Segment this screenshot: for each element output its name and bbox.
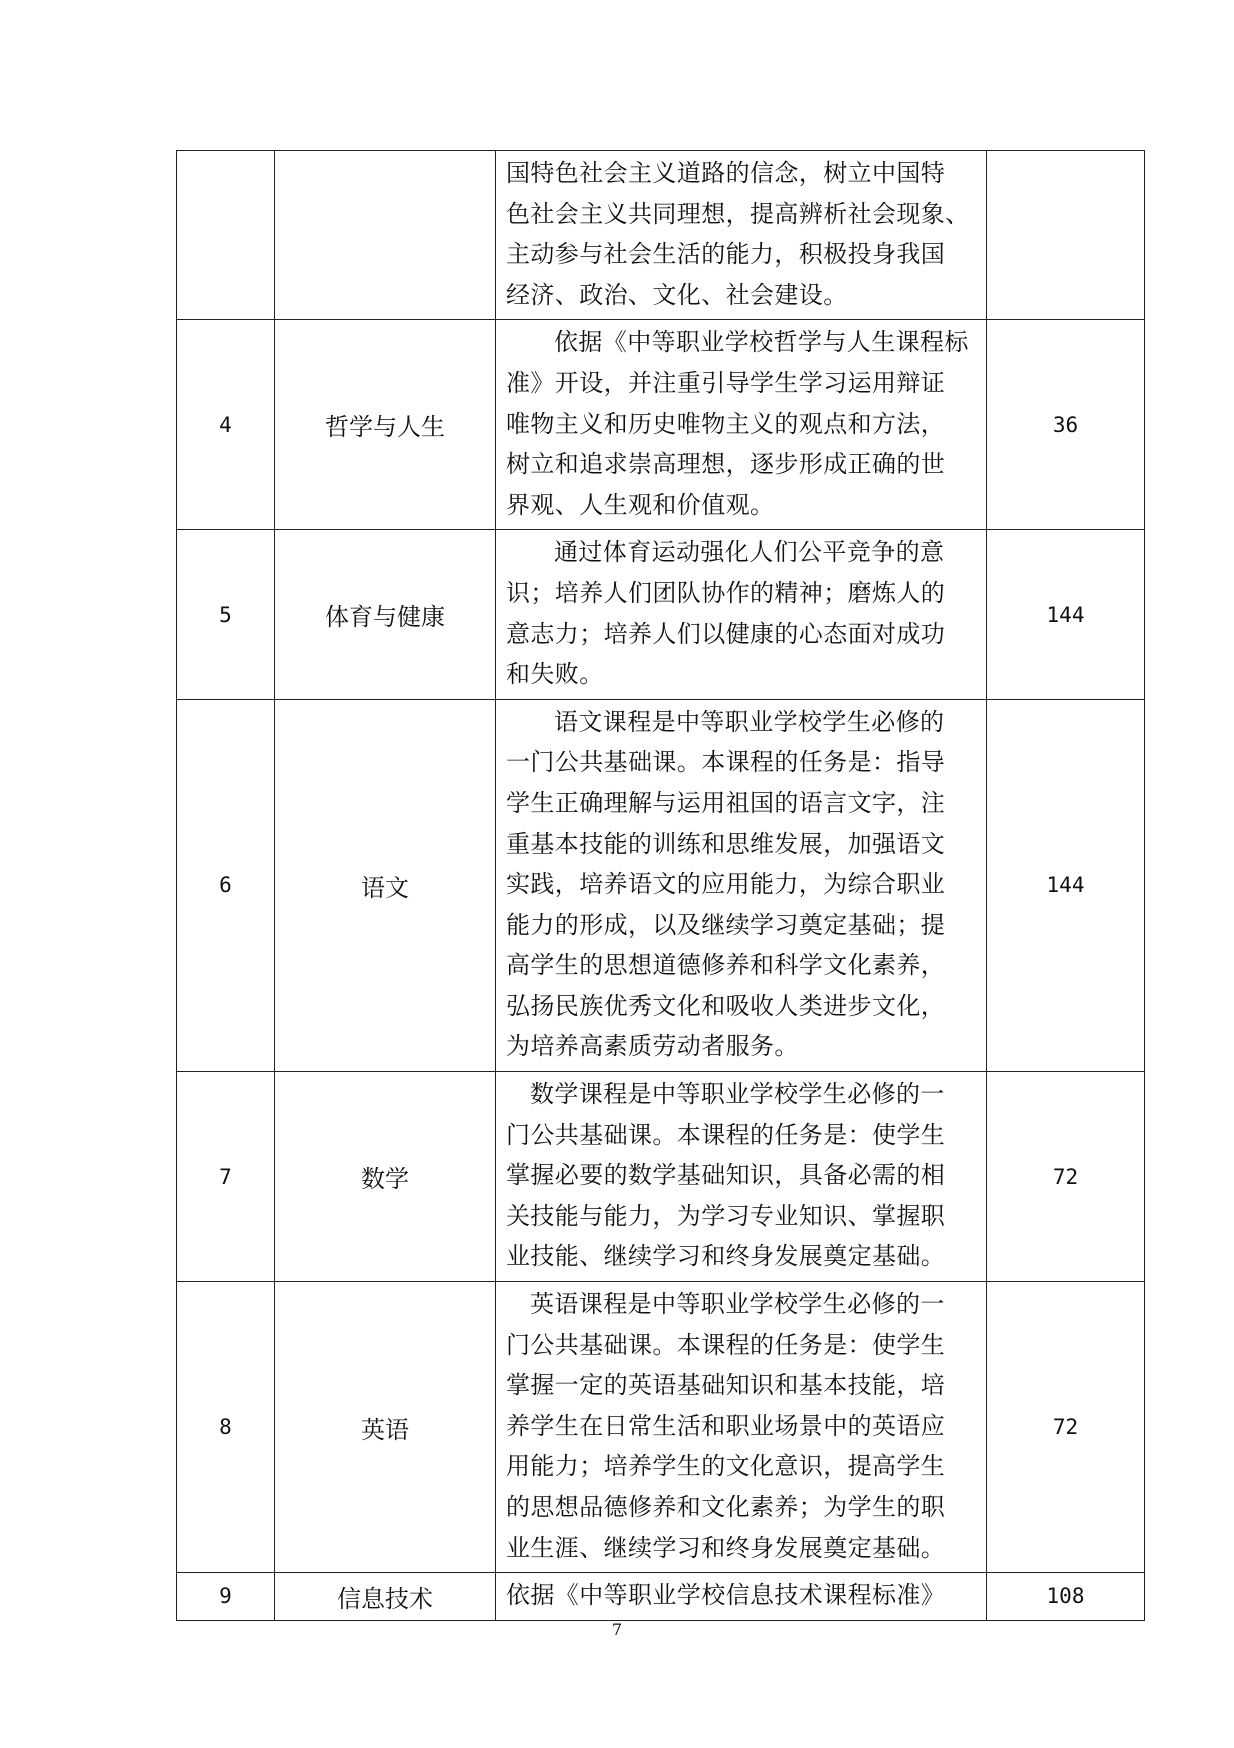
course-description [496,530,987,699]
description-line: 的思想品德修养和文化素养；为学生的职 [506,1493,946,1521]
course-number: 9 [177,1573,275,1621]
description-line: 关技能与能力，为学习专业知识、掌握职 [506,1201,946,1230]
table-row [177,530,1145,699]
course-number: 7 [177,1072,275,1282]
description-line: 经济、政治、文化、社会建设。 [506,280,848,309]
course-name: 体育与健康 [275,530,496,699]
description-line: 掌握一定的英语基础知识和基本技能，培 [506,1371,946,1400]
course-hours: 108 [987,1573,1145,1621]
description-line: 依据《中等职业学校哲学与人生课程标 [554,328,969,357]
description-line: 门公共基础课。本课程的任务是：使学生 [506,1120,946,1149]
course-name: 数学 [275,1072,496,1282]
table-row [177,1573,1145,1621]
description-line: 主动参与社会生活的能力，积极投身我国 [506,240,946,269]
description-line: 掌握必要的数学基础知识，具备必需的相 [506,1161,946,1190]
description-line: 业技能、继续学习和终身发展奠定基础。 [506,1242,946,1271]
description-line: 意志力；培养人们以健康的心态面对成功 [506,619,946,648]
table-row [177,320,1145,530]
course-description [496,1282,987,1573]
course-name: 哲学与人生 [275,320,496,530]
description-line: 识；培养人们团队协作的精神；磨炼人的 [506,578,946,607]
page-number: 7 [611,1620,623,1639]
course-name: 信息技术 [275,1573,496,1621]
description-line: 为培养高素质劳动者服务。 [506,1032,799,1061]
table-row [177,151,1145,320]
description-line: 树立和追求崇高理想，逐步形成正确的世 [506,450,946,479]
course-hours: 144 [987,530,1145,699]
description-line: 学生正确理解与运用祖国的语言文字，注 [506,788,946,817]
description-line: 能力的形成，以及继续学习奠定基础；提 [506,910,946,939]
description-line: 高学生的思想道德修养和科学文化素养， [506,951,946,980]
description-line: 实践，培养语文的应用能力，为综合职业 [506,870,946,899]
course-number: 6 [177,699,275,1071]
description-line: 业生涯、继续学习和终身发展奠定基础。 [506,1533,946,1562]
course-description [496,151,987,320]
description-line: 门公共基础课。本课程的任务是：使学生 [506,1330,946,1359]
description-line: 色社会主义共同理想，提高辨析社会现象、 [506,199,970,228]
course-number: 4 [177,320,275,530]
course-hours: 72 [987,1072,1145,1282]
course-number: 8 [177,1282,275,1573]
course-table [176,150,1145,1621]
table-row [177,1072,1145,1282]
table-row [177,1282,1145,1573]
course-description [496,699,987,1071]
course-name: 英语 [275,1282,496,1573]
description-line: 数学课程是中等职业学校学生必修的一 [530,1080,945,1109]
course-description [496,1573,987,1621]
description-line: 和失败。 [506,660,604,689]
description-line: 用能力；培养学生的文化意识，提高学生 [506,1452,946,1481]
course-hours: 72 [987,1282,1145,1573]
description-line: 国特色社会主义道路的信念，树立中国特 [506,159,946,187]
description-line: 英语课程是中等职业学校学生必修的一 [530,1290,945,1319]
description-line: 弘扬民族优秀文化和吸收人类进步文化， [506,991,946,1020]
description-line: 界观、人生观和价值观。 [506,490,775,519]
description-line: 重基本技能的训练和思维发展，加强语文 [506,829,946,858]
course-name: 语文 [275,699,496,1071]
description-line: 唯物主义和历史唯物主义的观点和方法， [506,409,946,438]
course-hours [987,151,1145,320]
course-number: 5 [177,530,275,699]
description-line: 一门公共基础课。本课程的任务是：指导 [506,748,946,777]
course-description [496,1072,987,1282]
table-row [177,699,1145,1071]
description-line: 依据《中等职业学校信息技术课程标准》 [506,1581,946,1610]
course-number [177,151,275,320]
course-hours: 36 [987,320,1145,530]
description-line: 语文课程是中等职业学校学生必修的 [554,707,945,736]
course-hours: 144 [987,699,1145,1071]
description-line: 通过体育运动强化人们公平竞争的意 [554,538,945,567]
course-description [496,320,987,530]
course-name [275,151,496,320]
description-line: 准》开设，并注重引导学生学习运用辩证 [506,368,946,397]
description-line: 养学生在日常生活和职业场景中的英语应 [506,1411,946,1440]
